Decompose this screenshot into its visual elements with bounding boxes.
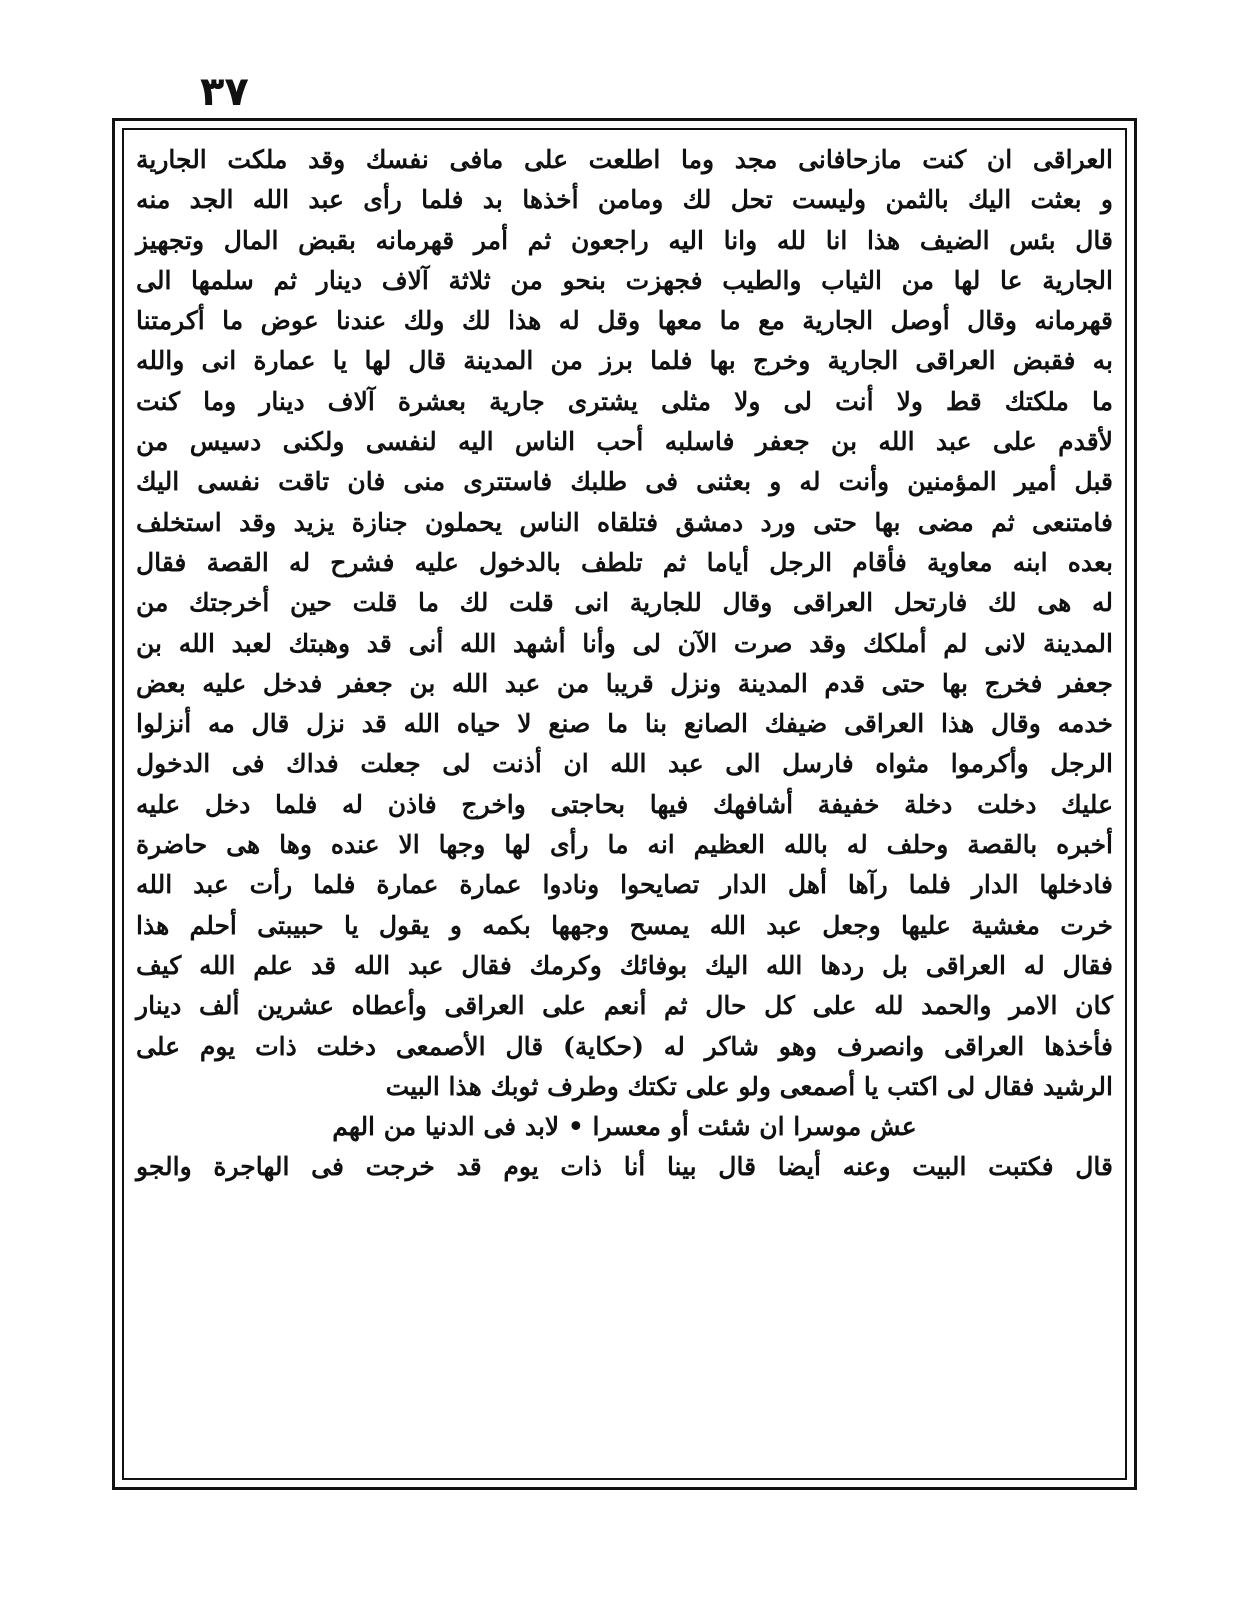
text-line: الرجل وأكرموا مثواه فارسل الى عبد الله ان أذنت لى جعلت فداك فى الدخول — [136, 749, 1113, 779]
text-line: قبل أمير المؤمنين وأنت له و بعثنى فى طلبك فاستترى منى فان تاقت نفسى اليك — [136, 467, 1113, 497]
text-line: فامتنعى ثم مضى بها حتى ورد دمشق فتلقاه الناس يحملون جنازة يزيد وقد استخلف — [136, 507, 1114, 537]
text-line: قال فكتبت البيت وعنه أيضا قال بينا أنا ذات يوم قد خرجت فى الهاجرة والجو — [136, 1152, 1113, 1182]
text-line: و بعثت اليك بالثمن وليست تحل لك ومامن أخذها بد فلما رأى عبد الله الجد منه — [136, 185, 1113, 215]
text-line: به فقبض العراقى الجارية وخرج بها فلما برز من المدينة قال لها يا عمارة انى والله — [136, 346, 1113, 376]
text-line: فأخذها العراقى وانصرف وهو شاكر له (حكاية) قال الأصمعى دخلت ذات يوم على — [136, 1031, 1113, 1061]
text-line: العراقى ان كنت مازحافانى مجد وما اطلعت على مافى نفسك وقد ملكت الجارية — [136, 145, 1113, 174]
text-line: قهرمانه وقال أوصل الجارية مع ما معها وقل له هذا لك ولك عندنا عوض ما أكرمتنا — [136, 306, 1113, 336]
text-line: الرشيد فقال لى اكتب يا أصمعى ولو على تكتك وطرف ثوبك هذا البيت — [385, 1071, 1113, 1101]
page-number: ٣٧ — [200, 69, 249, 115]
text-line: عليك دخلت دخلة خفيفة أشافهك فيها بحاجتى واخرج فاذن له فلما دخل عليه — [136, 789, 1113, 819]
text-line: أخبره بالقصة وحلف له بالله العظيم انه ما رأى لها وجها الا عنده وها هى حاضرة — [136, 830, 1113, 860]
text-block — [132, 140, 1117, 1470]
text-line: قال بئس الضيف هذا انا لله وانا اليه راجعون ثم أمر قهرمانه بقبض المال وتجهيز — [136, 225, 1113, 255]
verse-line: عش موسرا ان شئت أو معسرا • لابد فى الدنيا من الهم — [332, 1112, 917, 1142]
text-line: خرت مغشية عليها وجعل عبد الله يمسح وجهها بكمه و يقول يا حبيبتى أحلم هذا — [136, 910, 1113, 940]
text-line: لأقدم على عبد الله بن جعفر فاسلبه أحب الناس اليه لنفسى ولكنى دسيس من — [136, 427, 1113, 457]
text-line: بعده ابنه معاوية فأقام الرجل أياما ثم تلطف بالدخول عليه فشرح له القصة فقال — [136, 547, 1113, 577]
text-line: كان الامر والحمد لله على كل حال ثم أنعم على العراقى وأعطاه عشرين ألف دينار — [136, 991, 1113, 1021]
text-line: المدينة لانى لم أملكك وقد صرت الآن لى وأنا أشهد الله أنى قد وهبتك لعبد الله بن — [136, 628, 1113, 658]
text-line: خدمه وقال هذا العراقى ضيفك الصانع بنا ما صنع لا حياه الله قد نزل قال مه أنزلوا — [136, 709, 1113, 739]
text-line: فقال له العراقى بل ردها الله اليك بوفائك وكرمك فقال عبد الله قد علم الله كيف — [136, 950, 1113, 980]
text-line: فادخلها الدار فلما رآها أهل الدار تصايحوا ونادوا عمارة عمارة فلما رأت عبد الله — [136, 870, 1113, 900]
text-line: ما ملكتك قط ولا أنت لى ولا مثلى يشترى جارية بعشرة آلاف دينار وما كنت — [136, 386, 1113, 416]
text-line: الجارية عا لها من الثياب والطيب فجهزت بنحو من ثلاثة آلاف دينار ثم سلمها الى — [136, 265, 1113, 295]
text-line: جعفر فخرج بها حتى قدم المدينة ونزل قريبا من عبد الله بن جعفر فدخل عليه بعض — [136, 668, 1113, 698]
text-line: له هى لك فارتحل العراقى وقال للجارية انى قلت لك ما قلت حين أخرجتك من — [136, 588, 1113, 618]
